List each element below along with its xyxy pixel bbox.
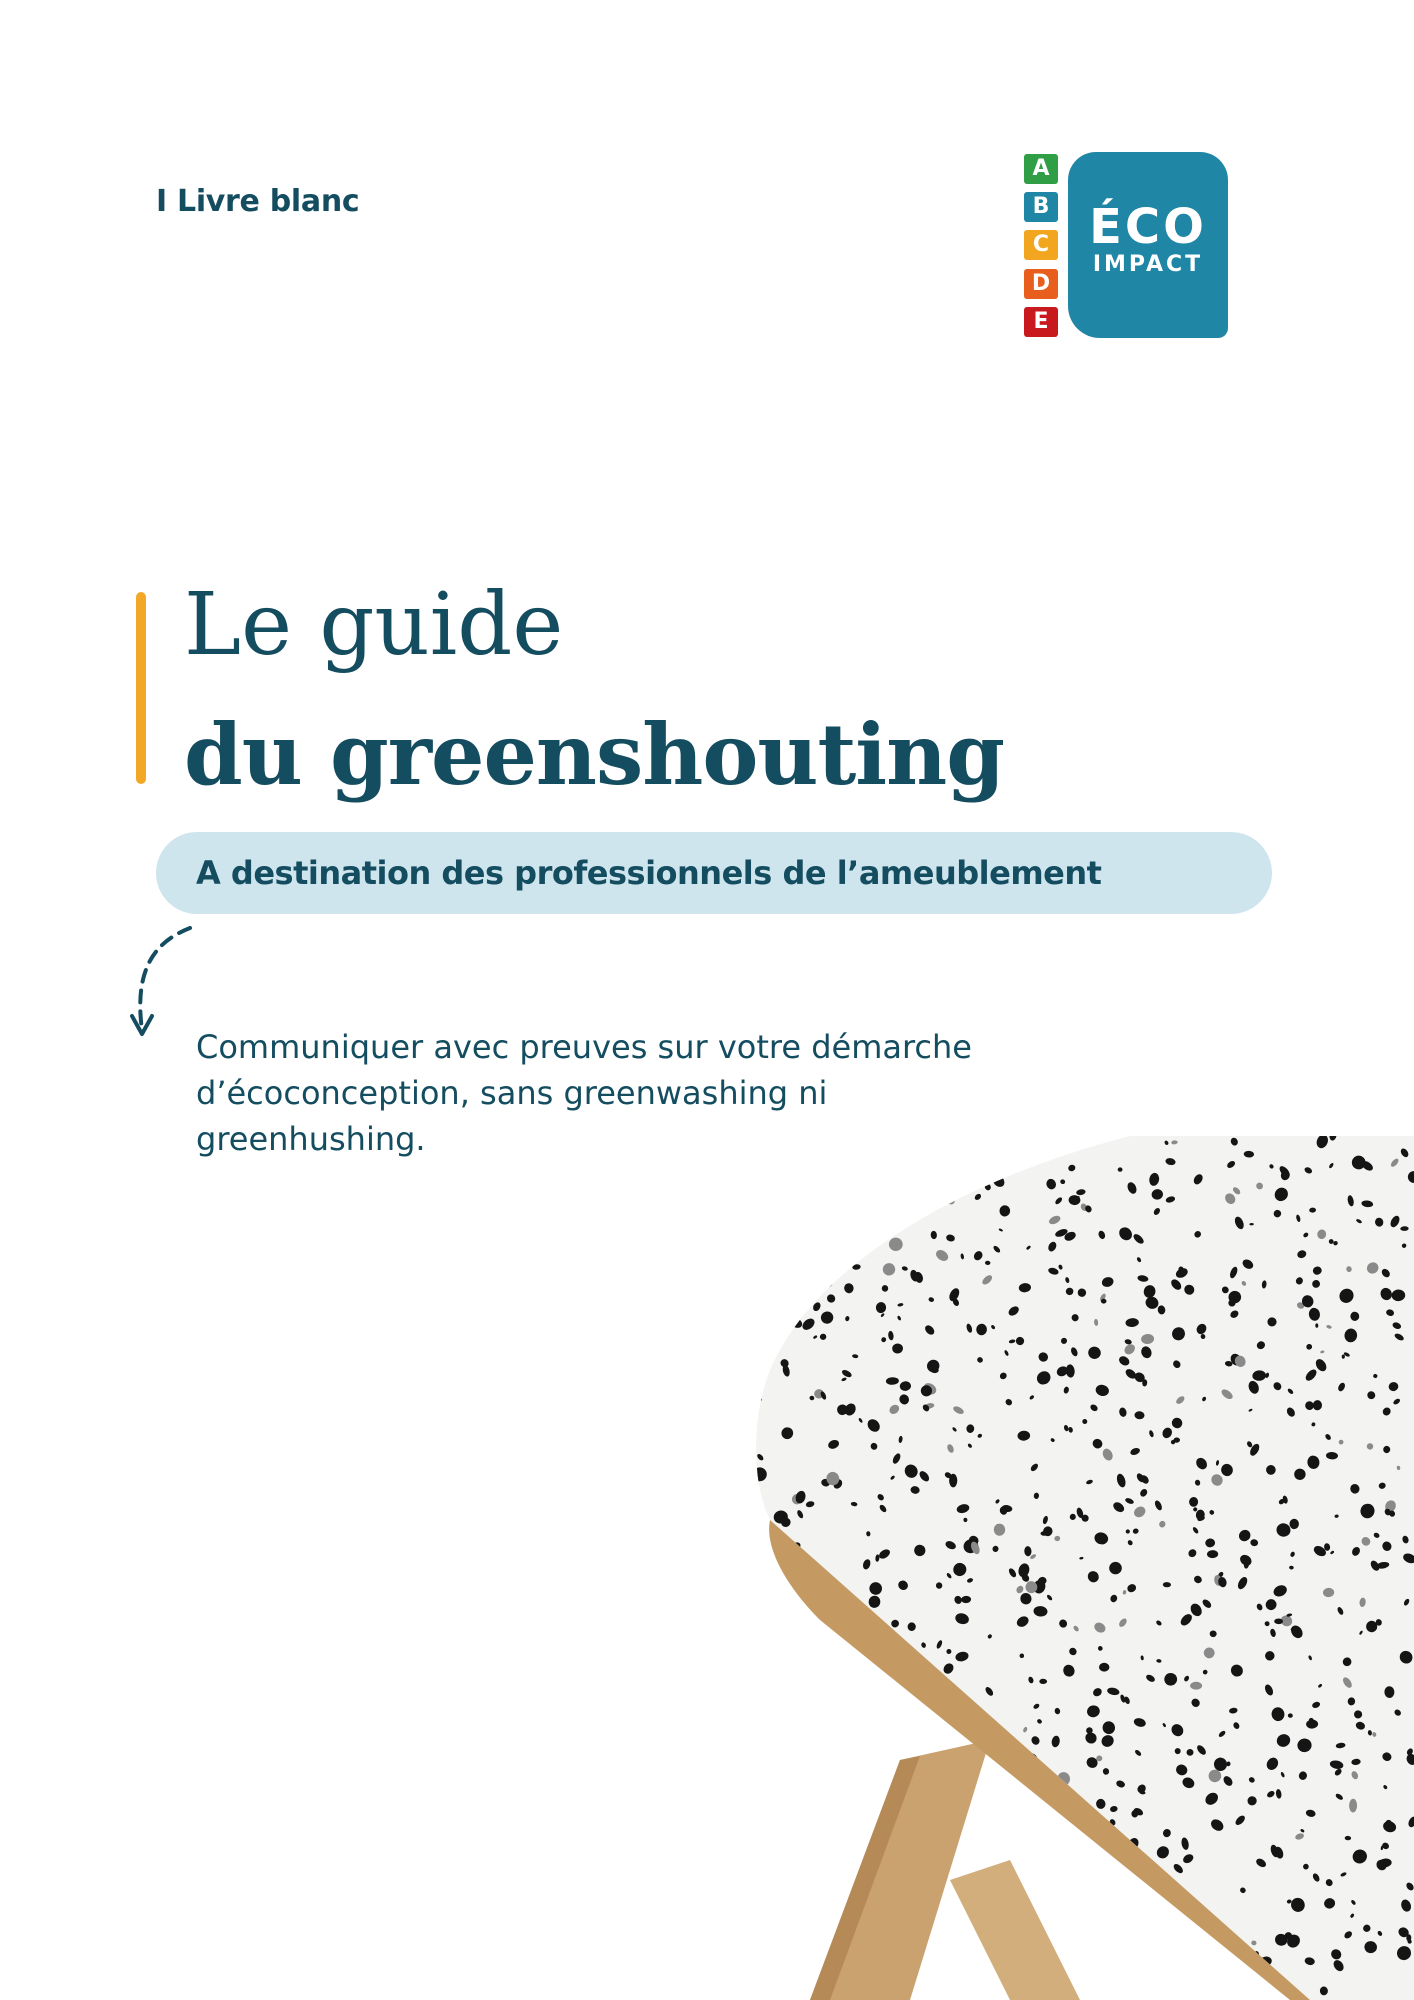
- title-line-2: du greenshouting: [184, 705, 1004, 804]
- title-accent-bar: [136, 592, 146, 784]
- logo-impact-text: IMPACT: [1092, 252, 1204, 277]
- grade-d-badge: D: [1024, 269, 1058, 299]
- terrazzo-stool-image: [750, 1120, 1414, 2000]
- grade-e-badge: E: [1024, 307, 1058, 337]
- document-kicker: I Livre blanc: [156, 184, 360, 219]
- intro-line: d’écoconception, sans greenwashing ni: [196, 1074, 828, 1112]
- intro-line: Communiquer avec preuves sur votre démarche: [196, 1028, 972, 1066]
- grade-b-badge: B: [1024, 192, 1058, 222]
- subtitle-text: A destination des professionnels de l’ameublement: [196, 854, 1102, 892]
- grade-a-badge: A: [1024, 154, 1058, 184]
- title-line-1: Le guide: [184, 575, 564, 675]
- eco-impact-logo: [1022, 152, 1228, 338]
- terrazzo-top: [750, 1120, 1414, 2000]
- curved-arrow-icon: [124, 920, 204, 1052]
- grade-c-badge: C: [1024, 230, 1058, 260]
- subtitle-pill: [156, 832, 1272, 914]
- logo-eco-text: ÉCO: [1089, 199, 1207, 255]
- intro-line: greenhushing.: [196, 1120, 426, 1158]
